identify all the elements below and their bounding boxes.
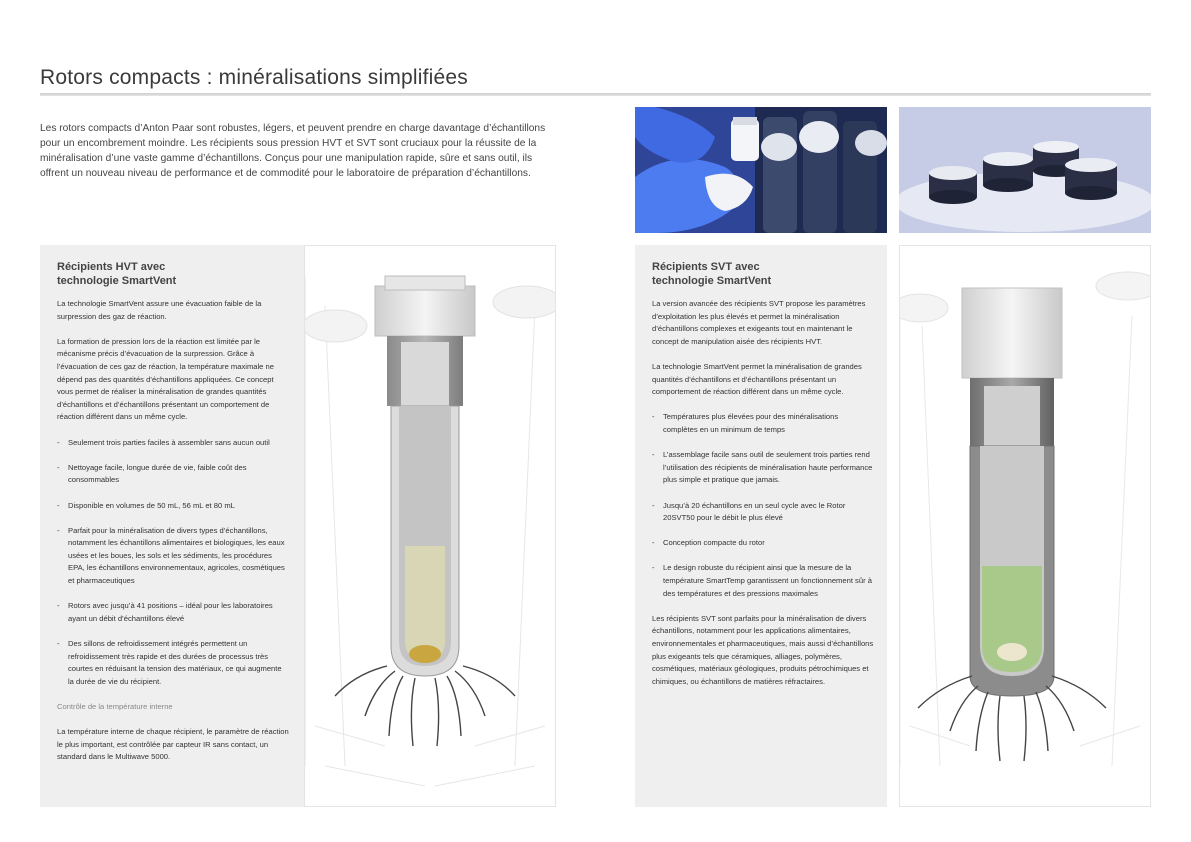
intro-paragraph: Les rotors compacts d’Anton Paar sont robustes, légers, et peuvent prendre en charge davantage d’échantillons pour un encombrement moindre. Les récipients sous pression HVT et SVT sont cruciaux pour la réussite de la minéralisation d’une vaste gamme d’échantillons. Conçus pour une manipulation rapide, sûre et sans outil, ils offrent un nouveau niveau de performance et de commodité pour le laboratoire de préparation d’échantillons. [40, 123, 546, 179]
svt-feature-list [652, 411, 874, 600]
list-item: - Des sillons de refroidissement intégrés permettent un refroidissement très rapide et des durées de processus très courtes en réduisant la tension des matériaux, ce qui augmente la durée de vie du récipient. [57, 638, 289, 688]
temperature-control-text: La température interne de chaque récipient, le paramètre de réaction le plus important, est contrôlée par capteur IR sans contact, un standard dans le Multiwave 5000. [57, 727, 289, 762]
list-item: - Conception compacte du rotor [652, 537, 874, 550]
title-divider [40, 93, 1151, 96]
list-item: - Parfait pour la minéralisation de divers types d’échantillons, notamment les échantillons alimentaires et biologiques, les eaux usées et les boues, les sols et les sédiments, les procédures EPA, les échantillons environnementaux, agricoles, cosmétiques et pharmaceutiques [57, 525, 289, 588]
hvt-paragraph-2: La formation de pression lors de la réaction est limitée par le mécanisme précis d’évacuation de la surpression. Grâce à l’évacuation de ces gaz de réaction, la température maximale ne dépend pas des quantités d’échantillons appliquées. Ce concept vous permet de réaliser la minéralisation de grandes quantités d’échantillons et d’échantillons présentant un comportement de réaction différent dans un même cycle. [57, 336, 274, 422]
svt-heading: Récipients SVT avec technologie SmartVent [652, 261, 772, 287]
svt-paragraph-1: La version avancée des récipients SVT propose les paramètres d’exploitation les plus élevés et permet la minéralisation d’échantillons complexes et exigeants tout en maintenant le concept de manipulation aisée des récipients HVT. [652, 299, 866, 346]
list-item: - Températures plus élevées pour des minéralisations complètes en un minimum de temps [652, 411, 874, 436]
svt-paragraph-2: La technologie SmartVent permet la minéralisation de grandes quantités d’échantillons et d’échantillons présentant un comportement de réaction différent dans un même cycle. [652, 361, 862, 397]
page-title: Rotors compacts : minéralisations simplifiées [40, 66, 468, 89]
lab-photo [635, 107, 887, 233]
hvt-body [57, 298, 289, 777]
svt-paragraph-3: Les récipients SVT sont parfaits pour la minéralisation de divers échantillons, notamment pour les applications alimentaires, environnementales et pharmaceutiques, mais aussi d’échantillons plus exigeants tels que céramiques, alliages, polymères, cosmétiques, matériaux géologiques, produits pétrochimiques et chimiques, ou échantillons de matières réfractaires. [652, 613, 874, 686]
list-item: - L’assemblage facile sans outil de seulement trois parties rend l’utilisation des récipients de minéralisation haute performance plus simple et pratique que jamais. [652, 449, 874, 487]
list-item: - Seulement trois parties faciles à assembler sans aucun outil [57, 437, 289, 450]
svt-vessel-illustration [899, 245, 1151, 807]
list-item: - Le design robuste du récipient ainsi que la mesure de la température SmartTemp garantissent un fonctionnement sûr à des températures et des pressions maximales [652, 562, 874, 600]
list-item: - Nettoyage facile, longue durée de vie, faible coût des consommables [57, 462, 289, 487]
svt-panel [635, 245, 887, 807]
svt-body [652, 298, 874, 701]
hvt-feature-list [57, 437, 289, 689]
hvt-paragraph-1: La technologie SmartVent assure une évacuation faible de la surpression des gaz de réaction. [57, 299, 262, 321]
temperature-control-title: Contrôle de la température interne [57, 702, 173, 711]
hvt-panel [40, 245, 304, 807]
list-item: - Disponible en volumes de 50 mL, 56 mL et 80 mL [57, 500, 289, 513]
rotor-photo [899, 107, 1151, 233]
list-item: - Jusqu’à 20 échantillons en un seul cycle avec le Rotor 20SVT50 pour le débit le plus élevé [652, 500, 874, 525]
hvt-heading: Récipients HVT avec technologie SmartVent [57, 261, 177, 287]
list-item: - Rotors avec jusqu’à 41 positions – idéal pour les laboratoires ayant un débit d’échantillons élevé [57, 600, 289, 625]
hvt-vessel-illustration [304, 245, 556, 807]
